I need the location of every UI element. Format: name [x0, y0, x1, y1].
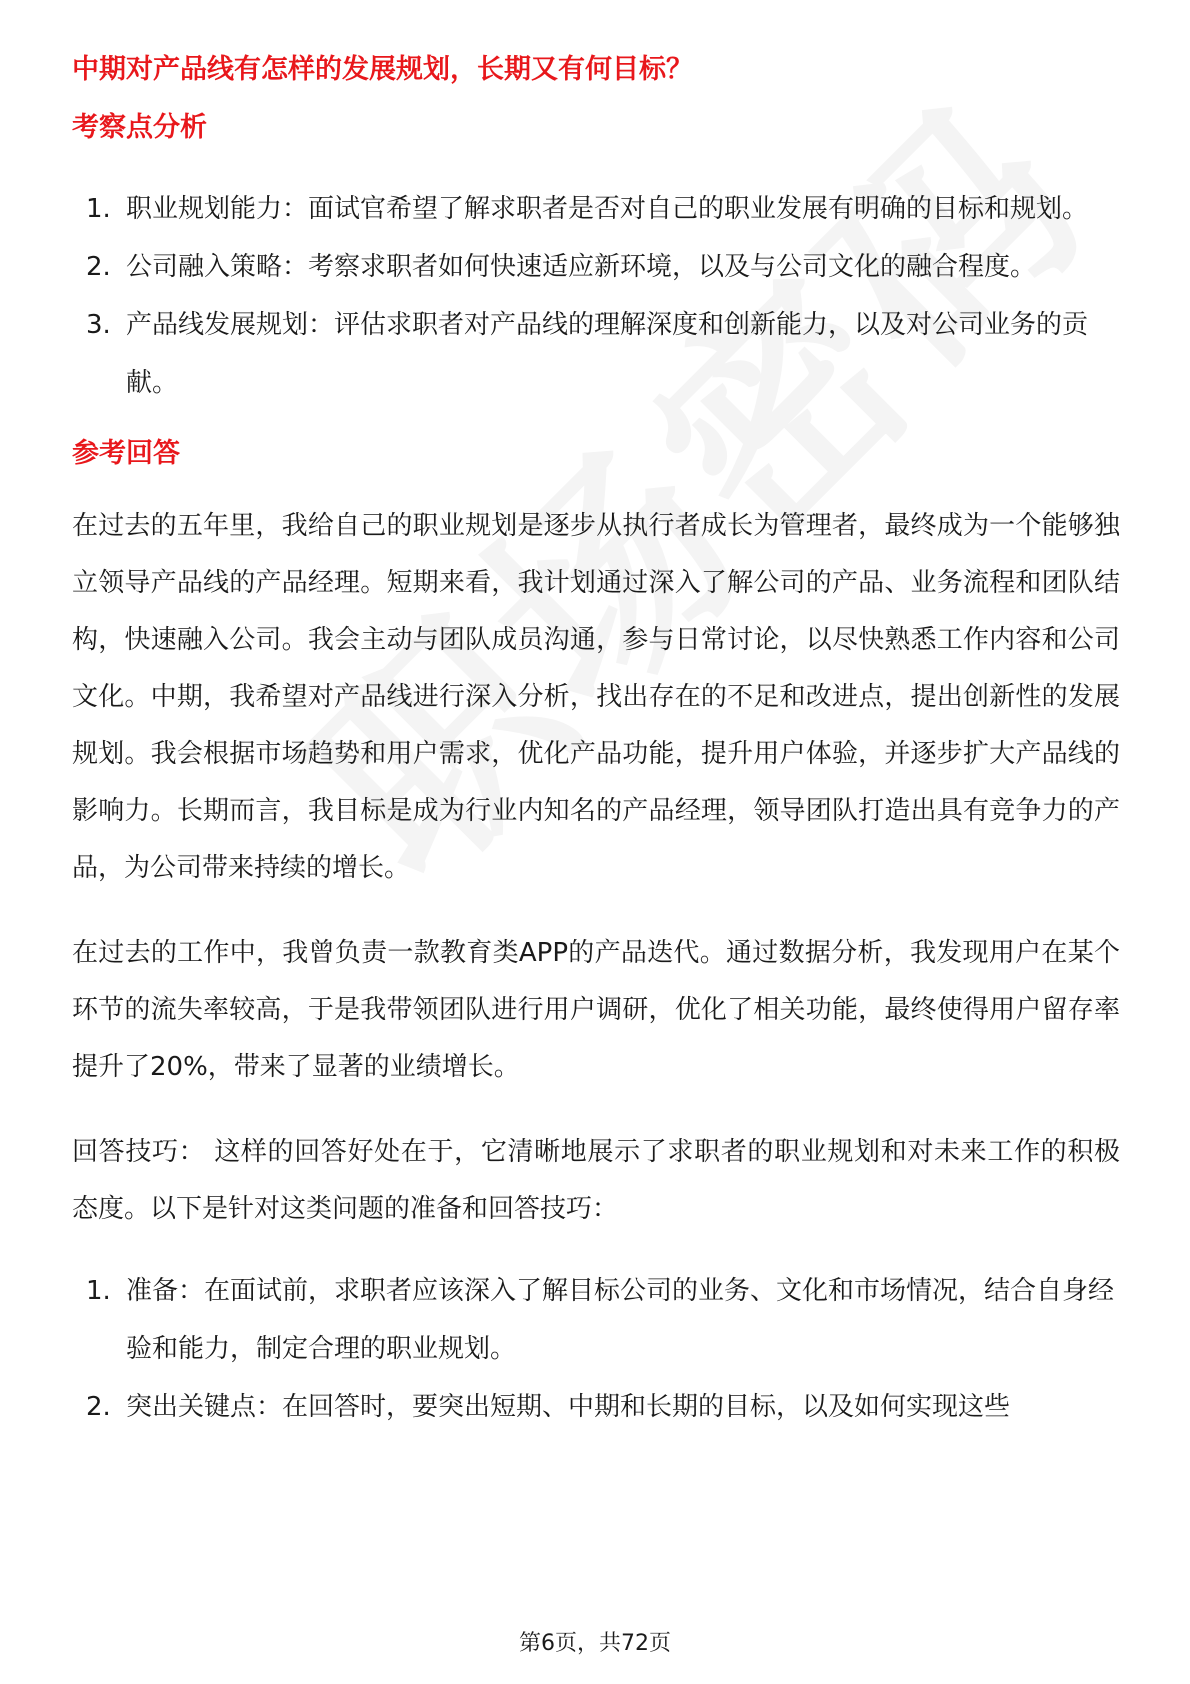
list-item-text: 突出关键点：在回答时，要突出短期、中期和长期的目标，以及如何实现这些 — [126, 1392, 1011, 1422]
document-page — [72, 48, 1120, 1436]
list-number: 1. — [86, 194, 111, 224]
list-item-text: 职业规划能力：面试官希望了解求职者是否对自己的职业发展有明确的目标和规划。 — [126, 194, 1089, 224]
analysis-list — [72, 180, 1120, 412]
list-number: 3. — [86, 310, 111, 340]
page-footer: 第6页，共72页 — [519, 1631, 671, 1656]
question-title: 中期对产品线有怎样的发展规划，长期又有何目标？ — [72, 54, 693, 85]
list-number: 2. — [86, 252, 111, 282]
list-item-text: 公司融入策略：考察求职者如何快速适应新环境，以及与公司文化的融合程度。 — [126, 252, 1037, 282]
tips-list — [72, 1262, 1120, 1436]
list-item — [72, 1378, 1120, 1436]
list-item — [72, 238, 1120, 296]
list-number: 1. — [86, 1276, 111, 1306]
list-item — [72, 180, 1120, 238]
list-item — [72, 296, 1120, 412]
list-number: 2. — [86, 1392, 111, 1422]
analysis-heading: 考察点分析 — [72, 112, 207, 143]
answer-heading: 参考回答 — [72, 438, 180, 469]
list-item — [72, 1262, 1120, 1378]
list-item-text: 产品线发展规划：评估求职者对产品线的理解深度和创新能力，以及对公司业务的贡献。 — [126, 310, 1089, 398]
answer-paragraph: 在过去的五年里，我给自己的职业规划是逐步从执行者成长为管理者，最终成为一个能够独立领导产品线的产品经理。短期来看，我计划通过深入了解公司的产品、业务流程和团队结构，快速融入公司。我会主动与团队成员沟通，参与日常讨论，以尽快熟悉工作内容和公司文化。中期，我希望对产品线进行深入分析，找出存在的不足和改进点，提出创新性的发展规划。我会根据市场趋势和用户需求，优化产品功能，提升用户体验，并逐步扩大产品线的影响力。长期而言，我目标是成为行业内知名的产品经理，领导团队打造出具有竞争力的产品，为公司带来持续的增长。 — [72, 511, 1120, 883]
answer-paragraph: 回答技巧： 这样的回答好处在于，它清晰地展示了求职者的职业规划和对未来工作的积极态度。以下是针对这类问题的准备和回答技巧： — [72, 1137, 1120, 1224]
answer-paragraph: 在过去的工作中，我曾负责一款教育类APP的产品迭代。通过数据分析，我发现用户在某个环节的流失率较高，于是我带领团队进行用户调研，优化了相关功能，最终使得用户留存率提升了20%，带来了显著的业绩增长。 — [72, 938, 1120, 1082]
list-item-text: 准备：在面试前，求职者应该深入了解目标公司的业务、文化和市场情况，结合自身经验和能力，制定合理的职业规划。 — [126, 1276, 1115, 1364]
